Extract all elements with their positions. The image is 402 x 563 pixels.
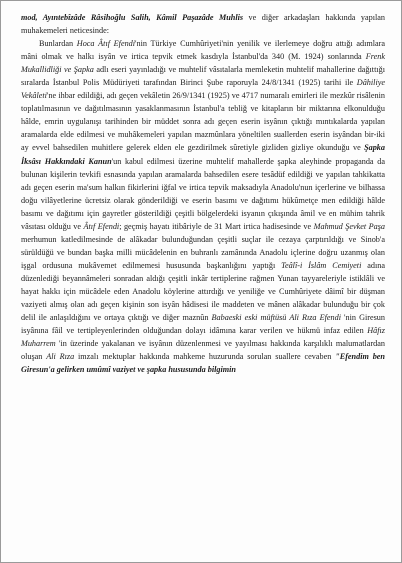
emphasis-run: Teâlî-i İslâm Cemiyeti bbox=[281, 260, 362, 270]
emphasis-run: Âtıf Efendi bbox=[83, 221, 120, 231]
paragraph-1 bbox=[21, 11, 385, 37]
text-run: 'un kabul edilmesi üzerine muhtelif mahallerde şapka aleyhinde propaganda da bulunan kişilerin tevkifi esnasında yapılan aramalarda bahsedilen esere tesâdüf edildiği ve yapılan tahkikatta adı geçen eserin ma'sum halkın fikirlerini iğfal ve irtica tepvik maksadıyla Anadolu'nun içerlerine ve bilhassa doğu vilâyetlerine ücretsiz olarak gönderildiği ve eserin basımı ve dağıtımı hükûmetçe men edildiği hâlde basımı ve dağıtımı için gayretler gösterildiği çeşitli bölgelerdeki isyanın çıkışında âmil ve en mühim tahrik vâsıtası olduğu ve bbox=[21, 156, 385, 231]
emphasis-run: Hoca Âtıf Efendi bbox=[76, 39, 136, 49]
text-run: 'nin Türkiye Cumhûriyeti'nin yenilik ve ilerlemeye doğru attığı adımlara mâni olmak ve halkı isyân ve irtica tepvik etmek kasdıyla İstanbul'da 340 (M. 1924) sonlarında bbox=[21, 39, 385, 62]
text-run: 'ne ihbar edildiği, adı geçen vekâletin 26/9/1341 (1925) ve 4717 numaralı emirleri ile mezkûr risâlenin toplatılmasının ve dağıtılmasının yasaklanmasının İstanbul'a tebliğ ve kitapların bir miktarına elkonulduğu hâlde, emrin uygulanışı tarihinden bir müddet sonra adı geçen eserin isyânın çıktığı mıntıkalarda yapılan aramalarda elde edilmesi ve muhâkemeleri yapılan mazmûnlara yöneltilen suallerden eserin isyândan bir-iki ay evvel bahsedilen muhitlere gelerek elden ele gezdirilmek sûretiyle gizliden gizliye okunduğu ve bbox=[21, 91, 385, 153]
emphasis-run: Şapka İksâsı Hakkındaki Kanun bbox=[21, 143, 385, 166]
text-run: adlı eseri yayınladığı ve muhtelif vâsıtalarla memleketin muhtelif mahallerine dağıttığı sıralarda İstanbul Polis Müdüriyeti tarafından Birinci Şube raporuyla 24/8/1341 (1925) tarihi ile bbox=[21, 65, 385, 88]
emphasis-run: Mahmud Şevket Paşa bbox=[313, 221, 386, 231]
emphasis-run: Dâhiliye Vekâleti bbox=[21, 78, 385, 101]
emphasis-run: "Efendim ben Giresun'a gelirken umûmî vaziyet ve şapka hususunda bilgimin bbox=[21, 352, 385, 375]
text-run: Bunlardan bbox=[39, 39, 77, 49]
emphasis-run: Frenk Mukallidliği ve Şapka bbox=[21, 52, 385, 75]
emphasis-run: mod, Ayıntebîzâde Râsihoğlu Salih, Kâmil Paşazâde Muhlis bbox=[21, 13, 244, 22]
emphasis-run: Ali Rıza bbox=[46, 352, 75, 362]
emphasis-run: Hâfız Muharrem bbox=[21, 326, 385, 349]
text-run: 'nin Giresun isyânına fâil ve tertipleyenlerinden olduğundan dolayı idâmına karar verilen ve hükmü infaz edilen bbox=[21, 313, 385, 336]
text-run: 'in üzerinde yakalanan ve isyânın düzenlenmesi ve yayılması hakkında karşılıklı malumatlardan oluşan bbox=[21, 339, 385, 362]
text-run: ; geçmiş hayatı itibâriyle de 31 Mart irtica hadisesinde ve bbox=[119, 221, 314, 231]
document-body bbox=[21, 11, 385, 376]
paragraph-2 bbox=[21, 37, 385, 376]
emphasis-run: Babaeski eski müftüsü Ali Rıza Efendi bbox=[211, 313, 341, 323]
text-run: ve diğer arkadaşları hakkında yapılan muhakemeleri neticesinde: bbox=[21, 13, 385, 36]
text-run: merhumun katledilmesinde de alâkadar bulunduğundan çeşitli suçlar ile cezaya çarptırıldığı ve Sinob'a sürüldüğü ve bundan başka milli mücâdelenin en buhranlı zamânında Anadolu içlerine doğru uzanmış olan işgal ordusuna mukâvemet edilmemesi hususunda başkanlığını yaptığı bbox=[21, 234, 385, 270]
text-run: imzalı mektuplar hakkında mahkeme huzurunda sorulan suallere cevaben bbox=[74, 352, 336, 362]
text-run: adına düzenlediği beyannâmeleri sonradan aldığı çeşitli inkâr tertiplerine rağmen Yunan tayyareleriyle istiklâli ve hayat hakkı için mücâdele eden Anadolu köylerine attırdığı ve yeniliğe ve Cumhûriyete dâimî bir düşman vaziyeti almış olan adı geçen kişinin son isyân hâdisesi ile maddeten ve mânen alâkadar bulunduğu bir çok delil ile anlaşıldığını ve ortaya çıktığı ve diğer maznûn bbox=[21, 260, 386, 323]
